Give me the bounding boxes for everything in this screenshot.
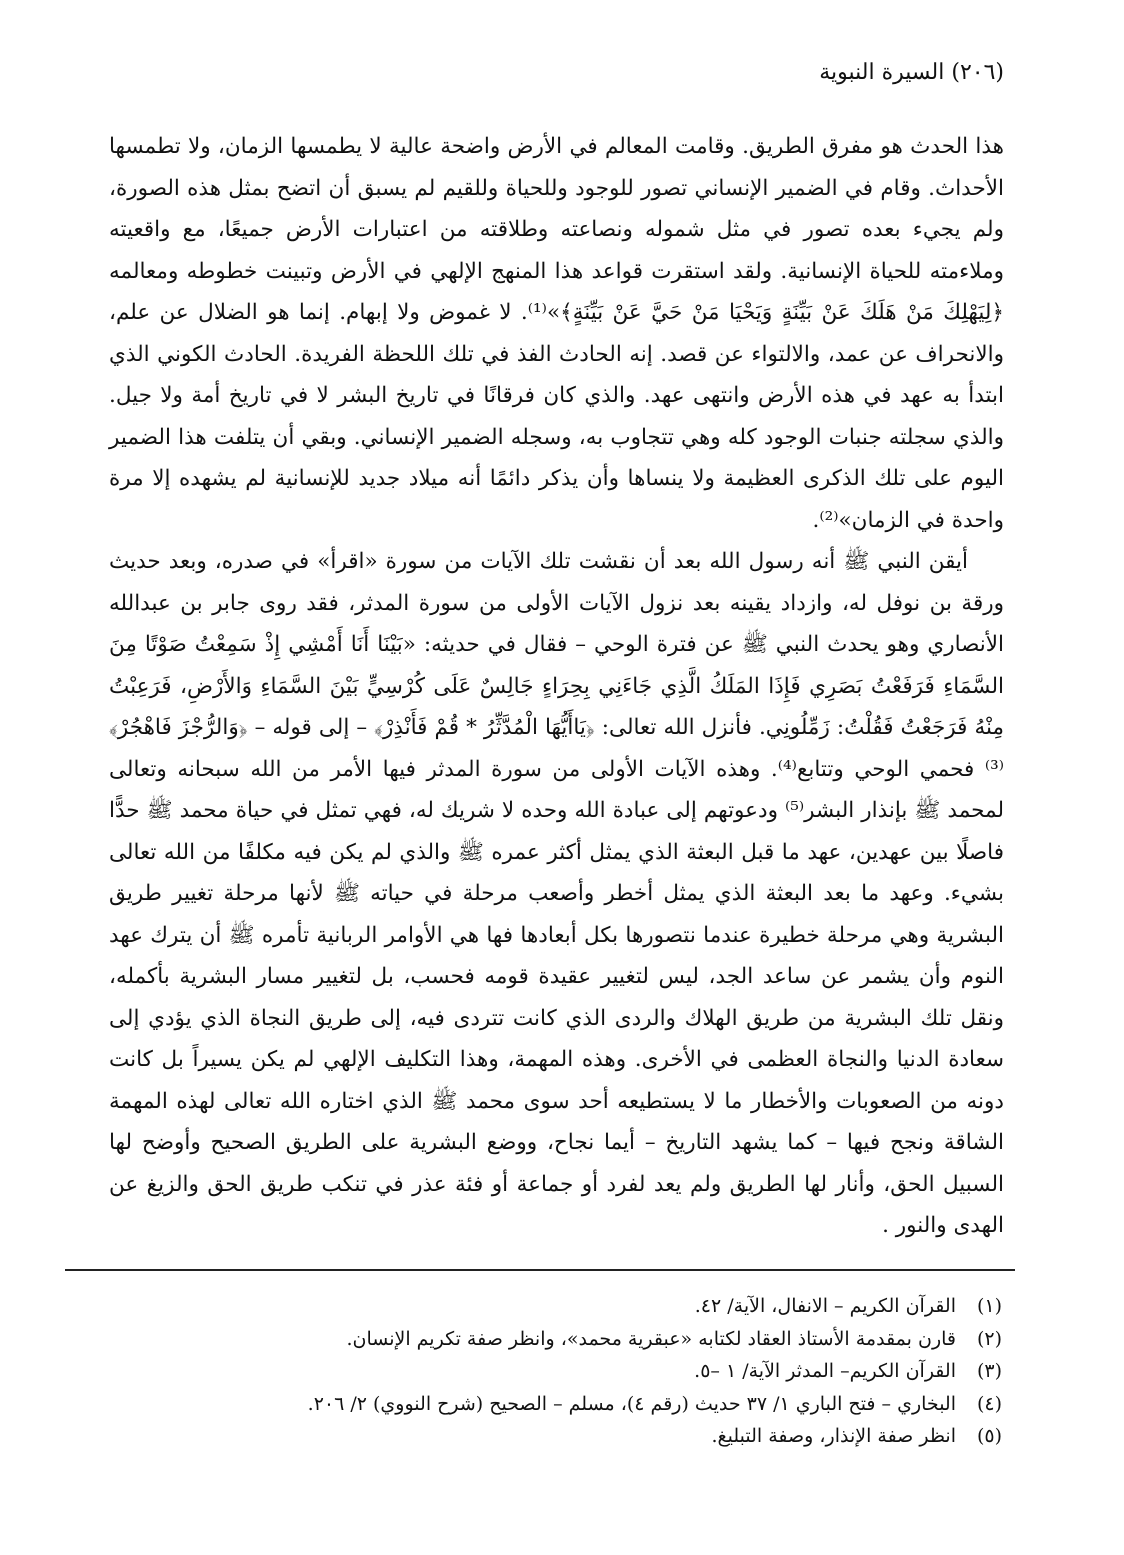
footnote-item — [112, 1295, 1002, 1328]
running-header: (٢٠٦) السيرة النبوية — [819, 60, 1004, 85]
footnote-number: (٢) — [976, 1327, 1002, 1350]
footnote-text: البخاري – فتح الباري ١/ ٣٧ حديث (رقم ٤)، مسلم – الصحيح (شرح النووي) ٢/ ٢٠٦. — [307, 1392, 956, 1415]
paragraph: هذا الحدث هو مفرق الطريق. وقامت المعالم في الأرض واضحة عالية لا يطمسها الزمان، ولا تطمسها الأحداث. وقام في الضمير الإنساني تصور للوجود وللحياة وللقيم لم يسبق أن اتضح بمثل هذه الصورة، ولم يجيء بعده تصور في مثل شموله ونصاعته وطلاقته من اعتبارات الأرض جميعًا، مع واقعيته وملاءمته للحياة الإنسانية. ولقد استقرت قواعد هذا المنهج الإلهي في الأرض وتبينت خطوطه ومعالمه ﴿لِيَهْلِكَ مَنْ هَلَكَ عَنْ بَيِّنَةٍ وَيَحْيَا مَنْ حَيَّ عَنْ بَيِّنَةٍ﴾»⁽¹⁾. لا غموض ولا إبهام. إنما هو الضلال عن علم، والانحراف عن عمد، والالتواء عن قصد. إنه الحادث الفذ في تلك اللحظة الفريدة. الحادث الكوني الذي ابتدأ به عهد في هذه الأرض وانتهى عهد. والذي كان فرقانًا في تاريخ البشر لا في تاريخ أمة ولا جيل. والذي سجلته جنبات الوجود كله وهي تتجاوب به، وسجله الضمير الإنساني. وبقي أن يتلفت هذا الضمير اليوم على تلك الذكرى العظيمة ولا ينساها وأن يذكر دائمًا أنه ميلاد جديد للإنسانية لم يشهده إلا مرة واحدة في الزمان»⁽²⁾. — [109, 134, 1004, 533]
footnote-text: القرآن الكريم– المدثر الآية/ ١ –٥. — [694, 1360, 956, 1382]
footnote-number: (٤) — [976, 1392, 1002, 1415]
main-text — [109, 126, 1004, 1247]
footnote-number: (١) — [976, 1295, 1002, 1317]
footnote-item — [112, 1393, 1002, 1426]
footnote-item — [112, 1360, 1002, 1393]
paragraph: أيقن النبي ﷺ أنه رسول الله بعد أن نقشت تلك الآيات من سورة «اقرأ» في صدره، وبعد حديث ورقة بن نوفل له، وازداد يقينه بعد نزول الآيات الأولى من سورة المدثر، فقد روى جابر بن عبدالله الأنصاري وهو يحدث النبي ﷺ عن فترة الوحي – فقال في حديثه: «بَيْنَا أَنَا أَمْشِي إِذْ سَمِعْتُ صَوْتًا مِنَ السَّمَاءِ فَرَفَعْتُ بَصَرِي فَإِذَا المَلَكُ الَّذِي جَاءَنِي بِحِرَاءٍ جَالِسٌ عَلَى كُرْسِيٍّ بَيْنَ السَّمَاءِ وَالأَرْضِ، فَرَعِبْتُ مِنْهُ فَرَجَعْتُ فَقُلْتُ: زَمِّلُونِي. فأنزل الله تعالى: ﴿يَاأَيُّهَا الْمُدَّثِّرُ * قُمْ فَأَنْذِرْ﴾ – إلى قوله – ﴿وَالرُّجْزَ فَاهْجُرْ﴾⁽³⁾ فحمي الوحي وتتابع⁽⁴⁾. وهذه الآيات الأولى من سورة المدثر فيها الأمر من الله سبحانه وتعالى لمحمد ﷺ بإنذار البشر⁽⁵⁾ ودعوتهم إلى عبادة الله وحده لا شريك له، فهي تمثل في حياة محمد ﷺ حدًّا فاصلًا بين عهدين، عهد ما قبل البعثة الذي يمثل أكثر عمره ﷺ والذي لم يكن فيه مكلفًا من الله تعالى بشيء. وعهد ما بعد البعثة الذي يمثل أخطر وأصعب مرحلة في حياته ﷺ لأنها مرحلة تغيير طريق البشرية وهي مرحلة خطيرة عندما نتصورها بكل أبعادها فها هي الأوامر الربانية تأمره ﷺ أن يترك عهد النوم وأن يشمر عن ساعد الجد، ليس لتغيير عقيدة قومه فحسب، بل لتغيير مسار البشرية بأكمله، ونقل تلك البشرية من طريق الهلاك والردى الذي كانت تتردى فيه، إلى طريق النجاة الذي يؤدي إلى سعادة الدنيا والنجاة العظمى في الأخرى. وهذه المهمة، وهذا التكليف الإلهي لم يكن يسيراً بل كانت دونه من الصعوبات والأخطار ما لا يستطيعه أحد سوى محمد ﷺ الذي اختاره الله تعالى لهذه المهمة الشاقة ونجح فيها – كما يشهد التاريخ – أيما نجاح، ووضع البشرية على الطريق الصحيح وأوضح لها السبيل الحق، وأنار لها الطريق ولم يعد لفرد أو جماعة أو فئة عذر في تنكب طريق الحق والزيغ عن الهدى والنور . — [109, 549, 1005, 1238]
footnote-number: (٣) — [976, 1360, 1002, 1382]
footnote-text: انظر صفة الإنذار، وصفة التبليغ. — [711, 1425, 956, 1447]
footnote-number: (٥) — [976, 1425, 1002, 1447]
footnote-item — [112, 1425, 1002, 1458]
footnotes — [112, 1295, 1002, 1458]
footnote-item — [112, 1328, 1002, 1361]
footnote-text: القرآن الكريم – الانفال، الآية/ ٤٢. — [694, 1295, 956, 1317]
footnote-text: قارن بمقدمة الأستاذ العقاد لكتابه «عبقرية محمد»، وانظر صفة تكريم الإنسان. — [346, 1327, 956, 1350]
footnote-separator — [65, 1269, 1015, 1271]
